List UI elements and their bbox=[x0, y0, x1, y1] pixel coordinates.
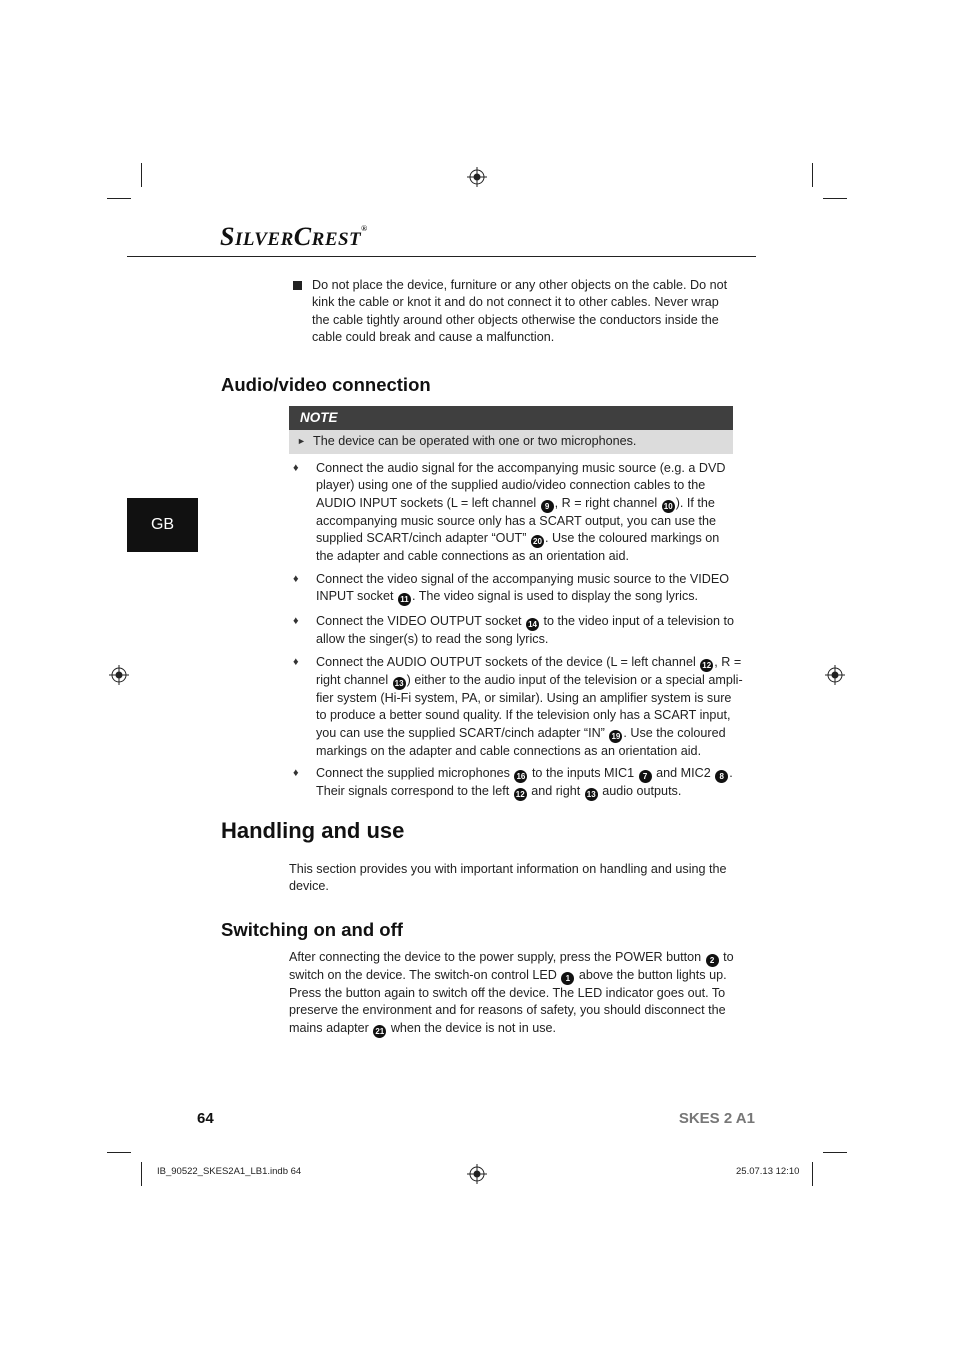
diamond-bullet-icon: ♦ bbox=[293, 767, 299, 779]
section-heading: Switching on and off bbox=[221, 919, 403, 940]
crop-mark bbox=[141, 1162, 142, 1186]
list-item: Connect the VIDEO OUTPUT socket 14 to the video input of a television to allow the singer(s) to read the song lyrics. bbox=[316, 614, 734, 646]
chapter-heading: Handling and use bbox=[221, 818, 405, 843]
print-slug-file: IB_90522_SKES2A1_LB1.indb 64 bbox=[157, 1166, 302, 1177]
list-item: Connect the supplied microphones 16 to the inputs MIC1 7 and MIC2 8 . Their signals correspond to the left 12 and right 13 audio outputs. bbox=[316, 766, 733, 799]
crop-mark bbox=[812, 163, 813, 187]
crop-mark bbox=[823, 198, 847, 199]
switch-paragraph: After connecting the device to the power supply, press the POWER button 2 to switch on the device. The switch-on control LED 1 above the button lights up. Press the button again to switch off the device. The LED indicator goes out. To preserve the environment and for reasons of safety, you should disconnect the mains adapter 21 when the device is not in use. bbox=[289, 950, 734, 1036]
model-name: SKES 2 A1 bbox=[678, 1110, 755, 1127]
registration-mark-icon bbox=[109, 665, 129, 685]
diamond-bullet-icon: ♦ bbox=[293, 656, 299, 668]
note-header: NOTE bbox=[289, 406, 733, 430]
language-tab: GB bbox=[127, 498, 198, 552]
crop-mark bbox=[107, 1152, 131, 1153]
list-item: Connect the audio signal for the accompanying music source (e.g. a DVD player) using one of the supplied audio/video connection cables to the AUDIO INPUT sockets (L = left channel 9 , R = right channel 10 ). If the accompanying music source only has a SCART output, you can use the supplied SCART/cinch adapter “OUT” 20 . Use the coloured markings on the adapter and cable connections as an orientation aid. bbox=[316, 461, 726, 564]
page-number: 64 bbox=[197, 1110, 214, 1127]
list-item: Connect the video signal of the accompanying music source to the VIDEO INPUT socket 11 . The video signal is used to display the song lyrics. bbox=[316, 572, 730, 605]
header-rule bbox=[127, 256, 756, 257]
section-heading: Audio/video connection bbox=[221, 374, 431, 395]
square-bullet-icon bbox=[293, 281, 302, 290]
crop-mark bbox=[107, 198, 131, 199]
diamond-bullet-icon: ♦ bbox=[293, 462, 299, 474]
intro-paragraph: Do not place the device, furniture or any other objects on the cable. Do not kink the cable or knot it and do not connect it to other cables. Never wrap the cable tightly around other objects otherwise the conductors inside the cable could break and cause a malfunction. bbox=[312, 278, 728, 345]
brand-logo: SILVERCREST® bbox=[220, 222, 368, 251]
crop-mark bbox=[812, 1162, 813, 1186]
chapter-intro: This section provides you with important information on handling and using the device. bbox=[289, 862, 727, 894]
arrow-bullet-icon: ► bbox=[297, 436, 306, 446]
print-slug-date: 25.07.13 12:10 bbox=[736, 1166, 800, 1177]
diamond-bullet-icon: ♦ bbox=[293, 615, 299, 627]
registration-mark-icon bbox=[467, 167, 487, 187]
registration-mark-icon bbox=[825, 665, 845, 685]
diamond-bullet-icon: ♦ bbox=[293, 573, 299, 585]
note-body: ► The device can be operated with one or two microphones. bbox=[289, 430, 733, 454]
list-item: Connect the AUDIO OUTPUT sockets of the device (L = left channel 12 , R = right channel 13 ) either to the audio input of the television or a special ampli- fier system (Hi-Fi system, PA, or similar). Using an amplifier system is sure to produce a better sound quality. If the television only has a SCART input, you can use the supplied SCART/cinch adapter “IN” 19 . Use the coloured markings on the adapter and cable connections as an orientation aid. bbox=[316, 655, 743, 758]
registration-mark-icon bbox=[467, 1164, 487, 1184]
crop-mark bbox=[141, 163, 142, 187]
crop-mark bbox=[823, 1152, 847, 1153]
